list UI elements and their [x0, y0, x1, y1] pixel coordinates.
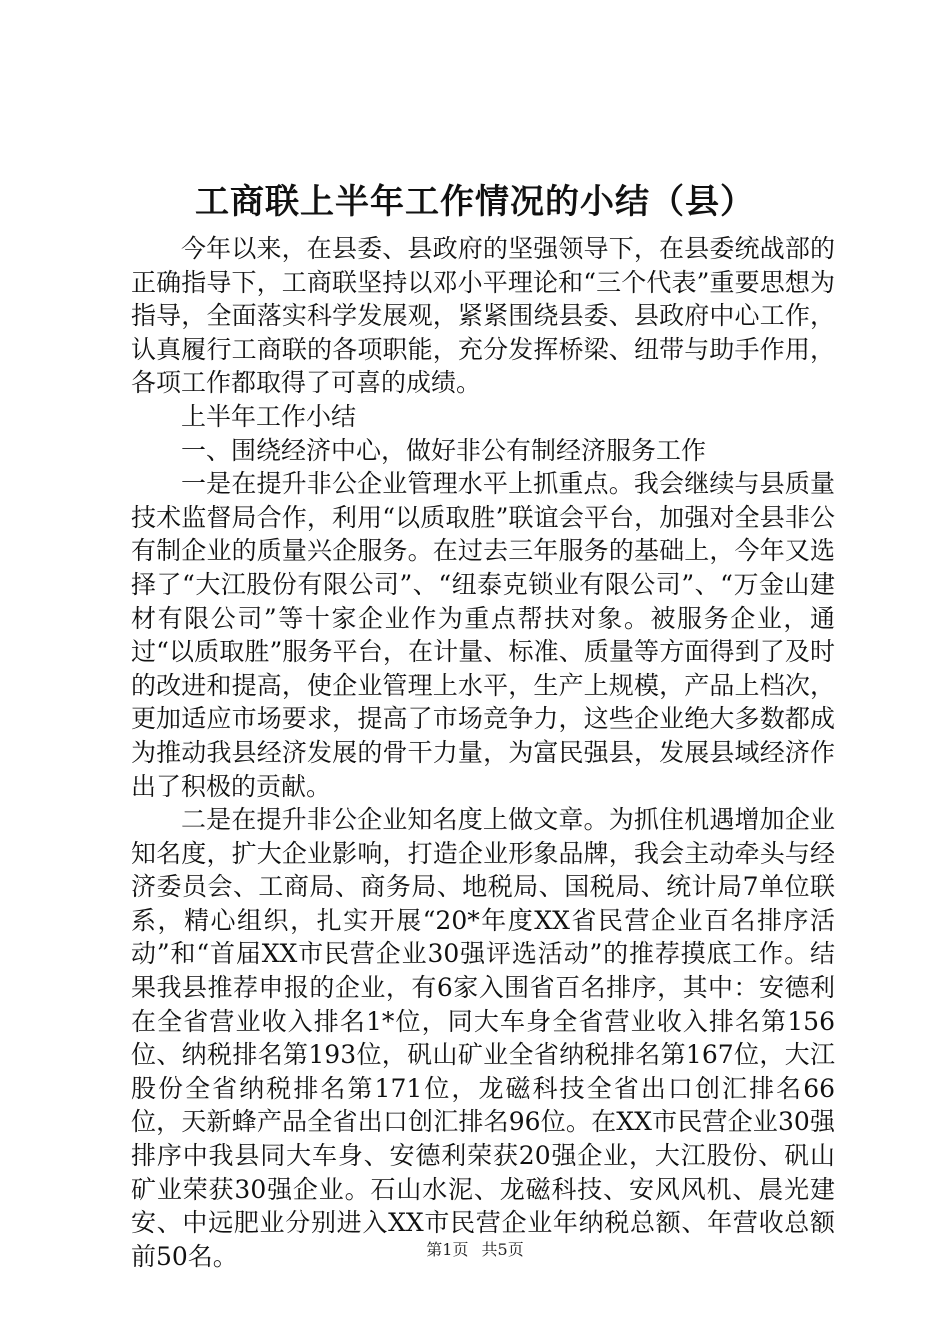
body-paragraph: 一是在提升非公企业管理水平上抓重点。我会继续与县质量技术监督局合作，利用“以质取胜”联谊会平台，加强对全县非公有制企业的质量兴企服务。在过去三年服务的基础上，今年又选择了“大江股份有限公司”、“纽泰克锁业有限公司”、“万金山建材有限公司”等十家企业作为重点帮扶对象。被服务企业，通过“以质取胜”服务平台，在计量、标准、质量等方面得到了及时的改进和提高，使企业管理上水平，生产上规模，产品上档次，更加适应市场要求，提高了市场竞争力，这些企业绝大多数都成为推动我县经济发展的骨干力量，为富民强县，发展县域经济作出了积极的贡献。	[131, 469, 835, 801]
document-body	[131, 232, 835, 1273]
page-footer	[0, 1240, 950, 1260]
document-title: 工商联上半年工作情况的小结（县）	[195, 182, 755, 222]
subsection-heading: 一、围绕经济中心，做好非公有制经济服务工作	[181, 435, 707, 465]
page-number: 第1页	[426, 1240, 469, 1259]
intro-paragraph: 今年以来，在县委、县政府的坚强领导下，在县委统战部的正确指导下，工商联坚持以邓小平理论和“三个代表”重要思想为指导，全面落实科学发展观，紧紧围绕县委、县政府中心工作，认真履行工商联的各项职能，充分发挥桥梁、纽带与助手作用，各项工作都取得了可喜的成绩。	[131, 234, 835, 398]
page-total: 共5页	[481, 1240, 524, 1259]
section-heading: 上半年工作小结	[181, 401, 357, 431]
body-paragraph: 二是在提升非公企业知名度上做文章。为抓住机遇增加企业知名度，扩大企业影响，打造企业形象品牌，我会主动牵头与经济委员会、工商局、商务局、地税局、国税局、统计局7单位联系，精心组织，扎实开展“20*年度XX省民营企业百名排序活动”和“首届XX市民营企业30强评选活动”的推荐摸底工作。结果我县推荐申报的企业，有6家入围省百名排序，其中：安德利在全省营业收入排名1*位，同大车身全省营业收入排名第156位、纳税排名第193位，矾山矿业全省纳税排名第167位，大江股份全省纳税排名第171位，龙磁科技全省出口创汇排名66位，天新蜂产品全省出口创汇排名96位。在XX市民营企业30强排序中我县同大车身、安德利荣获20强企业，大江股份、矾山矿业荣获30强企业。石山水泥、龙磁科技、安风风机、晨光建安、中远肥业分别进入XX市民营企业年纳税总额、年营收总额前50名。	[131, 805, 835, 1271]
